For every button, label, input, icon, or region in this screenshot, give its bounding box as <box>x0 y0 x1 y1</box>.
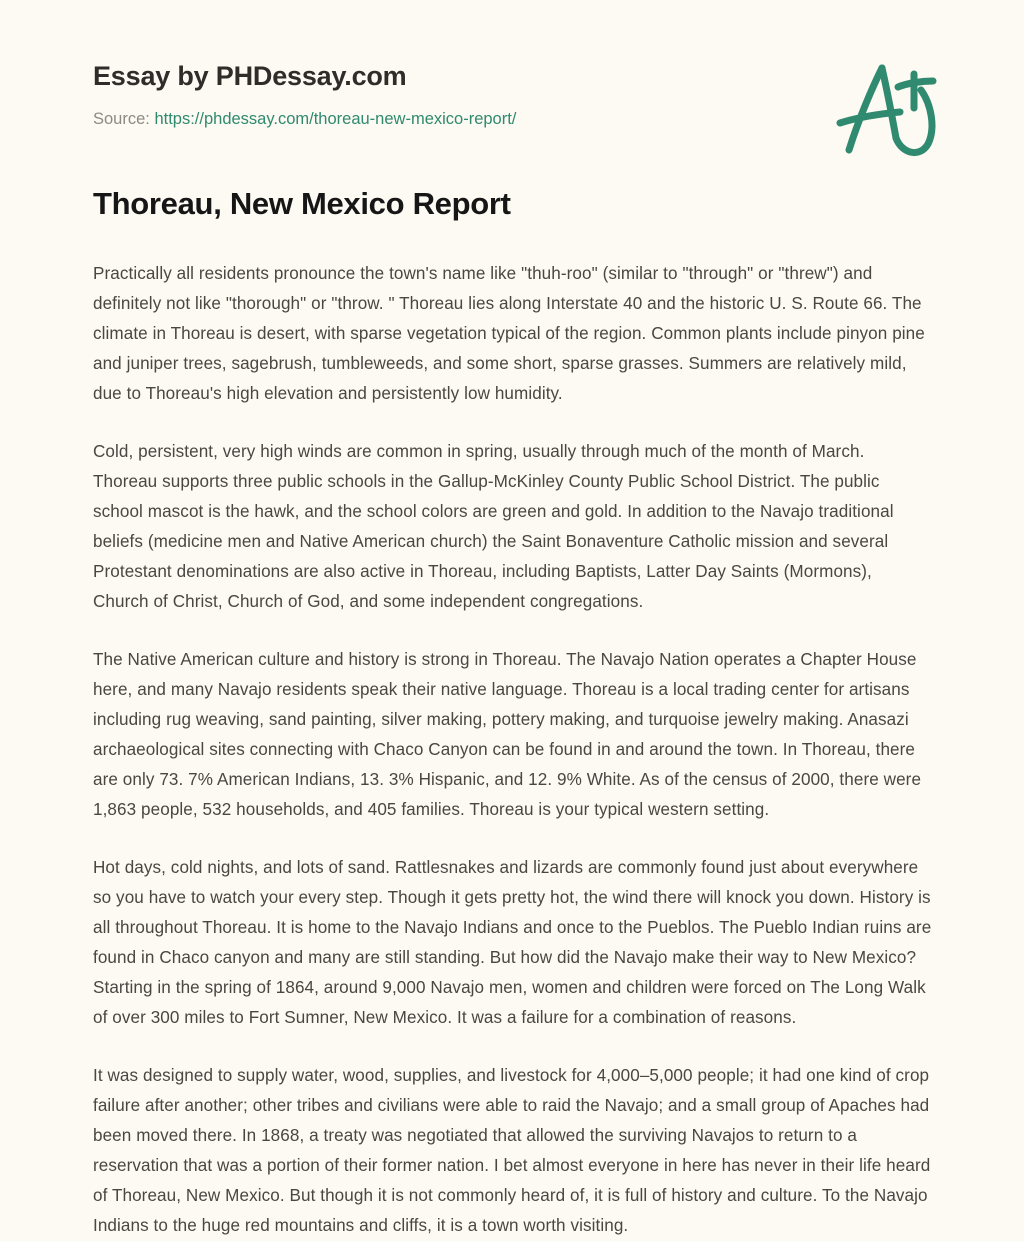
article-paragraph: Hot days, cold nights, and lots of sand. Rattlesnakes and lizards are commonly found just about everywhere so you have to watch your every step. Though it gets pretty hot, the wind there will knock you down. History is all throughout Thoreau. It is home to the Navajo Indians and once to the Pueblos. The Pueblo Indian ruins are found in Chaco canyon and many are still standing. But how did the Navajo make their way to New Mexico? Starting in the spring of 1864, around 9,000 Navajo men, women and children were forced on The Long Walk of over 300 miles to Fort Sumner, New Mexico. It was a failure for a combination of reasons. <box>93 858 932 1028</box>
page-title: Thoreau, New Mexico Report <box>93 186 511 221</box>
source-line <box>93 110 931 130</box>
article-paragraph: Cold, persistent, very high winds are common in spring, usually through much of the month of March. Thoreau supports three public schools in the Gallup-McKinley County Public School District. The public school mascot is the hawk, and the school colors are green and gold. In addition to the Navajo traditional beliefs (medicine men and Native American church) the Saint Bonaventure Catholic mission and several Protestant denominations are also active in Thoreau, including Baptists, Latter Day Saints (Mormons), Church of Christ, Church of God, and some independent congregations. <box>93 442 894 612</box>
article-paragraph: It was designed to supply water, wood, supplies, and livestock for 4,000–5,000 people; it had one kind of crop failure after another; other tribes and civilians were able to raid the Navajo; and a small group of Apaches had been moved there. In 1868, a treaty was negotiated that allowed the surviving Navajos to return to a reservation that was a portion of their former nation. I bet almost everyone in here has never in their life heard of Thoreau, New Mexico. But though it is not commonly heard of, it is full of history and culture. To the Navajo Indians to the huge red mountains and cliffs, it is a town worth visiting. <box>93 1066 931 1236</box>
article-paragraph: The Native American culture and history is strong in Thoreau. The Navajo Nation operates a Chapter House here, and many Navajo residents speak their native language. Thoreau is a local trading center for artisans including rug weaving, sand painting, silver making, pottery making, and turquoise jewelry making. Anasazi archaeological sites connecting with Chaco Canyon can be found in and around the town. In Thoreau, there are only 73. 7% American Indians, 13. 3% Hispanic, and 12. 9% White. As of the census of 2000, there were 1,863 people, 532 households, and 405 families. Thoreau is your typical western setting. <box>93 650 922 820</box>
article-paragraph: Practically all residents pronounce the town's name like "thuh-roo" (similar to "through" or "threw") and definitely not like "thorough" or "throw. " Thoreau lies along Interstate 40 and the historic U. S. Route 66. The climate in Thoreau is desert, with sparse vegetation typical of the region. Common plants include pinyon pine and juniper trees, sagebrush, tumbleweeds, and some short, sparse grasses. Summers are relatively mild, due to Thoreau's high elevation and persistently low humidity. <box>93 264 925 404</box>
a-plus-logo-icon <box>826 52 946 167</box>
brand-title: Essay by PHDessay.com <box>93 61 407 91</box>
article-body <box>0 185 1024 1241</box>
source-label: Source: <box>93 109 155 128</box>
source-url-link[interactable]: https://phdessay.com/thoreau-new-mexico-report/ <box>154 109 517 128</box>
a-plus-logo <box>826 52 946 167</box>
page-header <box>0 0 1024 185</box>
